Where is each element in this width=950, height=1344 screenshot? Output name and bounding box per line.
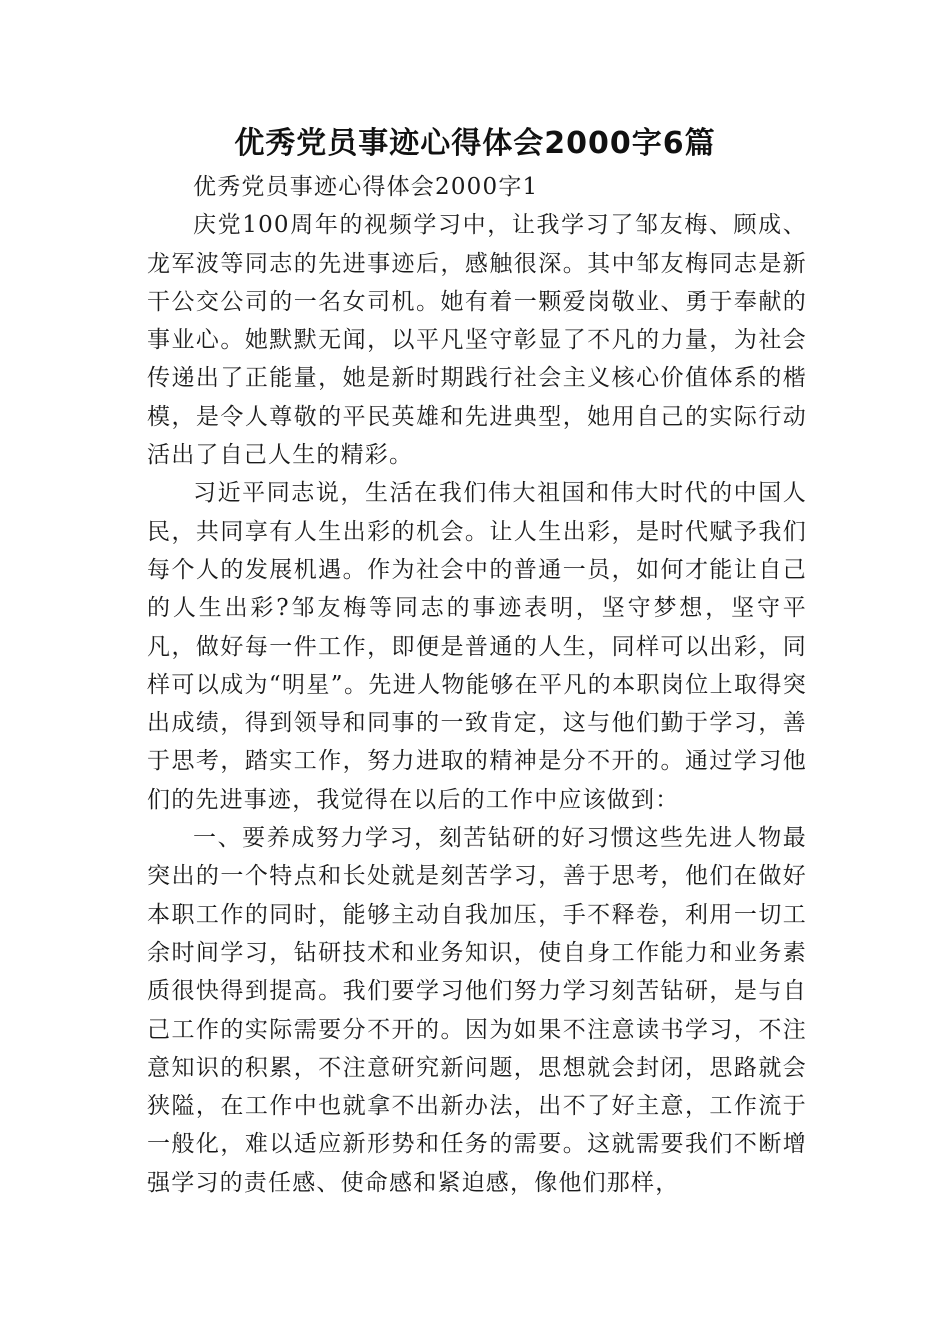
document-title: 优秀党员事迹心得体会2000字6篇 <box>234 126 716 161</box>
body-paragraph: 庆党100周年的视频学习中，让我学习了邹友梅、顾成、龙军波等同志的先进事迹后，感触很深。其中邹友梅同志是新干公交公司的一名女司机。她有着一颗爱岗敬业、勇于奉献的事业心。她默默无闻，以平凡坚守彰显了不凡的力量，为社会传递出了正能量，她是新时期践行社会主义核心价值体系的楷模，是令人尊敬的平民英雄和先进典型，她用自己的实际行动活出了自己人生的精彩。 <box>147 212 807 469</box>
body-paragraph: 一、要养成努力学习，刻苦钻研的好习惯这些先进人物最突出的一个特点和长处就是刻苦学习，善于思考，他们在做好本职工作的同时，能够主动自我加压，手不释卷，利用一切工余时间学习，钻研技术和业务知识，使自身工作能力和业务素质很快得到提高。我们要学习他们努力学习刻苦钻研，是与自己工作的实际需要分不开的。因为如果不注意读书学习，不注意知识的积累，不注意研究新问题，思想就会封闭，思路就会狭隘，在工作中也就拿不出新办法，出不了好主意，工作流于一般化，难以适应新形势和任务的需要。这就需要我们不断增强学习的责任感、使命感和紧迫感，像他们那样， <box>147 825 807 1196</box>
body-paragraph: 习近平同志说，生活在我们伟大祖国和伟大时代的中国人民，共同享有人生出彩的机会。让人生出彩，是时代赋予我们每个人的发展机遇。作为社会中的普通一员，如何才能让自己的人生出彩?邹友梅等同志的事迹表明，坚守梦想，坚守平凡，做好每一件工作，即便是普通的人生，同样可以出彩，同样可以成为“明星”。先进人物能够在平凡的本职岗位上取得突出成绩，得到领导和同事的一致肯定，这与他们勤于学习，善于思考，踏实工作，努力进取的精神是分不开的。通过学习他们的先进事迹，我觉得在以后的工作中应该做到： <box>147 480 807 813</box>
document-body <box>147 168 807 1202</box>
section-heading: 优秀党员事迹心得体会2000字1 <box>193 174 539 200</box>
